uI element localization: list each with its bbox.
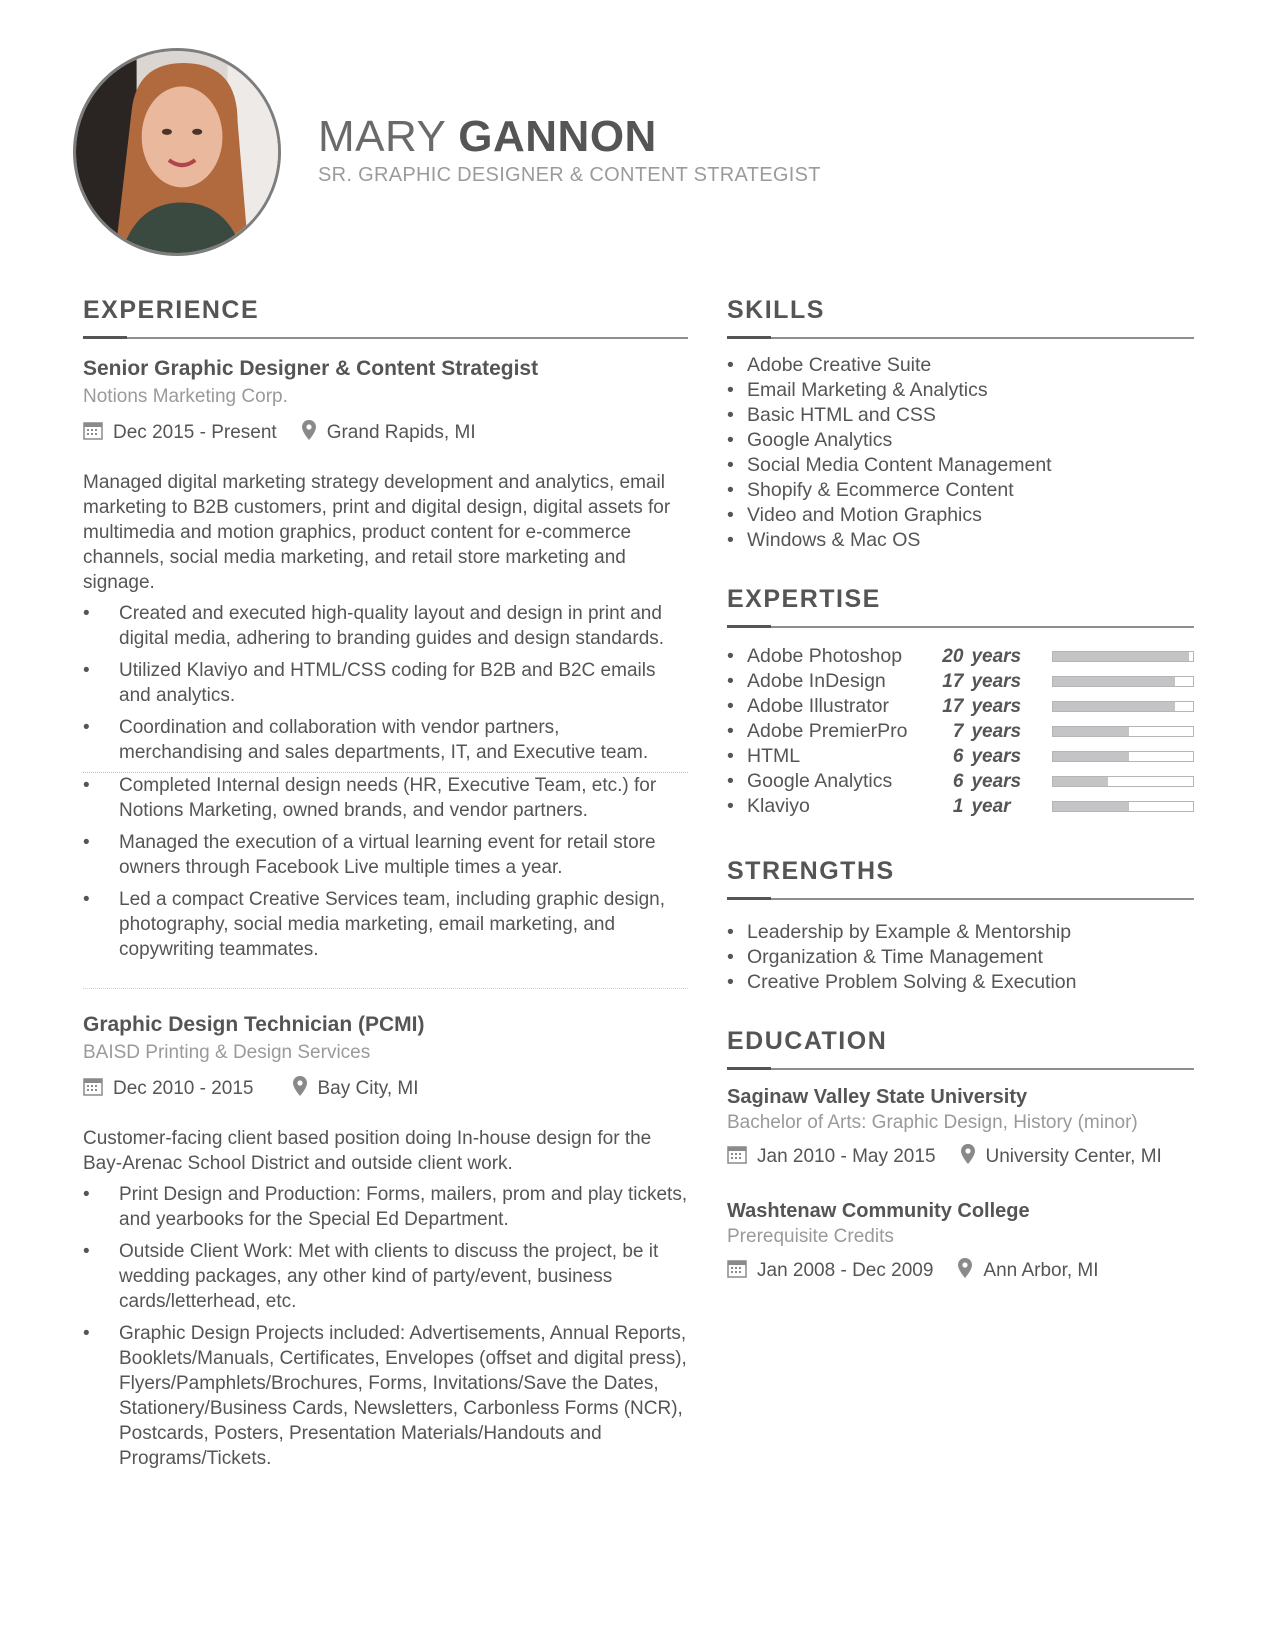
section-rule xyxy=(727,337,1194,339)
expertise-bar xyxy=(1052,726,1194,737)
section-rule xyxy=(727,1068,1194,1070)
expertise-years: 17 xyxy=(942,695,964,717)
job-summary: Customer-facing client based position doing In-house design for the Bay-Arenac School District and outside client work. xyxy=(83,1128,652,1174)
expertise-unit: years xyxy=(971,670,1022,692)
resume-name xyxy=(318,112,657,162)
section-title-experience: EXPERIENCE xyxy=(83,296,260,324)
right-column xyxy=(727,294,1194,1284)
expertise-unit: year xyxy=(971,795,1011,817)
section-rule xyxy=(727,626,1194,628)
expertise-name: • Adobe Illustrator xyxy=(727,695,934,718)
expertise-row xyxy=(727,669,1194,694)
map-pin-icon xyxy=(292,1075,308,1103)
job-bullets xyxy=(83,1182,688,1471)
list-item: • Google Analytics xyxy=(727,428,1194,453)
expertise-bar xyxy=(1052,776,1194,787)
education-dates: Jan 2010 - May 2015 xyxy=(757,1146,936,1167)
strengths-list xyxy=(727,920,1194,995)
job-entry xyxy=(83,355,688,962)
list-item: • Email Marketing & Analytics xyxy=(727,378,1194,403)
list-item: • Social Media Content Management xyxy=(727,453,1194,478)
job-dates: Dec 2010 - 2015 xyxy=(113,1078,254,1099)
last-name: GANNON xyxy=(458,112,657,161)
expertise-years: 7 xyxy=(952,720,964,742)
list-item: • Print Design and Production: Forms, mailers, prom and play tickets, and yearbooks for the Special Ed Department. xyxy=(83,1182,688,1232)
job-entry xyxy=(83,1011,688,1471)
expertise-name: • Google Analytics xyxy=(727,770,934,793)
job-title: Graphic Design Technician (PCMI) xyxy=(83,1013,425,1036)
skills-list xyxy=(727,353,1194,553)
education-location: University Center, MI xyxy=(985,1146,1162,1167)
expertise-bar xyxy=(1052,801,1194,812)
education-degree: Prerequisite Credits xyxy=(727,1226,894,1247)
calendar-icon xyxy=(727,1258,747,1284)
education-meta xyxy=(727,1144,1194,1170)
expertise-bar xyxy=(1052,701,1194,712)
expertise-unit: years xyxy=(971,695,1022,717)
section-title-skills: SKILLS xyxy=(727,296,825,324)
job-divider xyxy=(83,988,688,989)
expertise-years: 6 xyxy=(952,770,964,792)
expertise-years: 6 xyxy=(952,745,964,767)
list-item: • Leadership by Example & Mentorship xyxy=(727,920,1194,945)
list-item: • Outside Client Work: Met with clients to discuss the project, be it wedding packages, any other kind of party/event, business cards/letterhead, etc. xyxy=(83,1239,688,1314)
map-pin-icon xyxy=(301,419,317,447)
expertise-row xyxy=(727,744,1194,769)
expertise-bar xyxy=(1052,651,1194,662)
list-item: • Managed the execution of a virtual learning event for retail store owners through Facebook Live multiple times a year. xyxy=(83,830,688,880)
expertise-row xyxy=(727,719,1194,744)
education-dates: Jan 2008 - Dec 2009 xyxy=(757,1260,934,1281)
education-entry xyxy=(727,1198,1194,1284)
job-location: Bay City, MI xyxy=(317,1078,419,1099)
job-summary: Managed digital marketing strategy development and analytics, email marketing to B2B customers, print and digital design, digital assets for multimedia and motion graphics, product content for e-commerce channels, social media marketing, and retail store marketing and signage. xyxy=(83,472,671,593)
expertise-row xyxy=(727,769,1194,794)
list-item: • Creative Problem Solving & Execution xyxy=(727,970,1194,995)
calendar-icon xyxy=(83,1076,103,1102)
calendar-icon xyxy=(83,420,103,446)
expertise-list xyxy=(727,644,1194,819)
list-item: • Organization & Time Management xyxy=(727,945,1194,970)
list-item: • Shopify & Ecommerce Content xyxy=(727,478,1194,503)
list-item: • Windows & Mac OS xyxy=(727,528,1194,553)
job-bullets xyxy=(83,601,688,962)
list-item: • Completed Internal design needs (HR, Executive Team, etc.) for Notions Marketing, owned brands, and vendor partners. xyxy=(83,772,688,823)
expertise-unit: years xyxy=(971,770,1022,792)
expertise-unit: years xyxy=(971,745,1022,767)
expertise-name: • Adobe Photoshop xyxy=(727,645,934,668)
section-title-strengths: STRENGTHS xyxy=(727,857,895,885)
map-pin-icon xyxy=(957,1257,973,1285)
list-item: • Graphic Design Projects included: Advertisements, Annual Reports, Booklets/Manuals, Certificates, Envelopes (offset and digital press), Flyers/Pamphlets/Brochures, Forms, Invitations/Save the Dates, Stationery/Business Cards, Newsletters, Carbonless Forms (NCR), Postcards, Posters, Presentation Materials/Handouts and Programs/Tickets. xyxy=(83,1321,688,1471)
expertise-unit: years xyxy=(971,645,1022,667)
list-item: • Led a compact Creative Services team, including graphic design, photography, social media marketing, email marketing, and copywriting teammates. xyxy=(83,887,688,962)
education-school: Washtenaw Community College xyxy=(727,1200,1030,1222)
resume-subtitle: SR. GRAPHIC DESIGNER & CONTENT STRATEGIST xyxy=(318,164,821,186)
profile-photo xyxy=(73,48,281,256)
job-company: BAISD Printing & Design Services xyxy=(83,1042,371,1063)
section-rule xyxy=(83,337,688,339)
expertise-unit: years xyxy=(971,720,1022,742)
list-item: • Utilized Klaviyo and HTML/CSS coding for B2B and B2C emails and analytics. xyxy=(83,658,688,708)
expertise-bar xyxy=(1052,751,1194,762)
list-item: • Coordination and collaboration with vendor partners, merchandising and sales departments, IT, and Executive team. xyxy=(83,715,688,765)
section-title-expertise: EXPERTISE xyxy=(727,585,881,613)
map-pin-icon xyxy=(960,1143,976,1171)
list-item: • Video and Motion Graphics xyxy=(727,503,1194,528)
education-school: Saginaw Valley State University xyxy=(727,1086,1028,1108)
job-company: Notions Marketing Corp. xyxy=(83,386,288,407)
expertise-row xyxy=(727,794,1194,819)
education-meta xyxy=(727,1258,1194,1284)
first-name: MARY xyxy=(318,112,446,161)
expertise-row xyxy=(727,644,1194,669)
calendar-icon xyxy=(727,1144,747,1170)
expertise-row xyxy=(727,694,1194,719)
list-item: • Adobe Creative Suite xyxy=(727,353,1194,378)
job-meta xyxy=(83,420,688,446)
expertise-years: 1 xyxy=(952,795,964,817)
expertise-name: • Adobe PremierPro xyxy=(727,720,934,743)
section-rule xyxy=(727,898,1194,900)
left-column xyxy=(83,294,688,1478)
section-title-education: EDUCATION xyxy=(727,1027,888,1055)
job-title: Senior Graphic Designer & Content Strategist xyxy=(83,357,539,380)
expertise-years: 20 xyxy=(942,645,964,667)
expertise-name: • Adobe InDesign xyxy=(727,670,934,693)
education-location: Ann Arbor, MI xyxy=(983,1260,1099,1281)
job-meta xyxy=(83,1076,688,1102)
job-location: Grand Rapids, MI xyxy=(326,422,476,443)
expertise-name: • Klaviyo xyxy=(727,795,934,818)
expertise-bar xyxy=(1052,676,1194,687)
job-dates: Dec 2015 - Present xyxy=(113,422,277,443)
list-item: • Created and executed high-quality layout and design in print and digital media, adhering to branding guides and design standards. xyxy=(83,601,688,651)
expertise-years: 17 xyxy=(942,670,964,692)
education-degree: Bachelor of Arts: Graphic Design, History (minor) xyxy=(727,1112,1138,1133)
list-item: • Basic HTML and CSS xyxy=(727,403,1194,428)
expertise-name: • HTML xyxy=(727,745,934,768)
education-entry xyxy=(727,1084,1194,1170)
